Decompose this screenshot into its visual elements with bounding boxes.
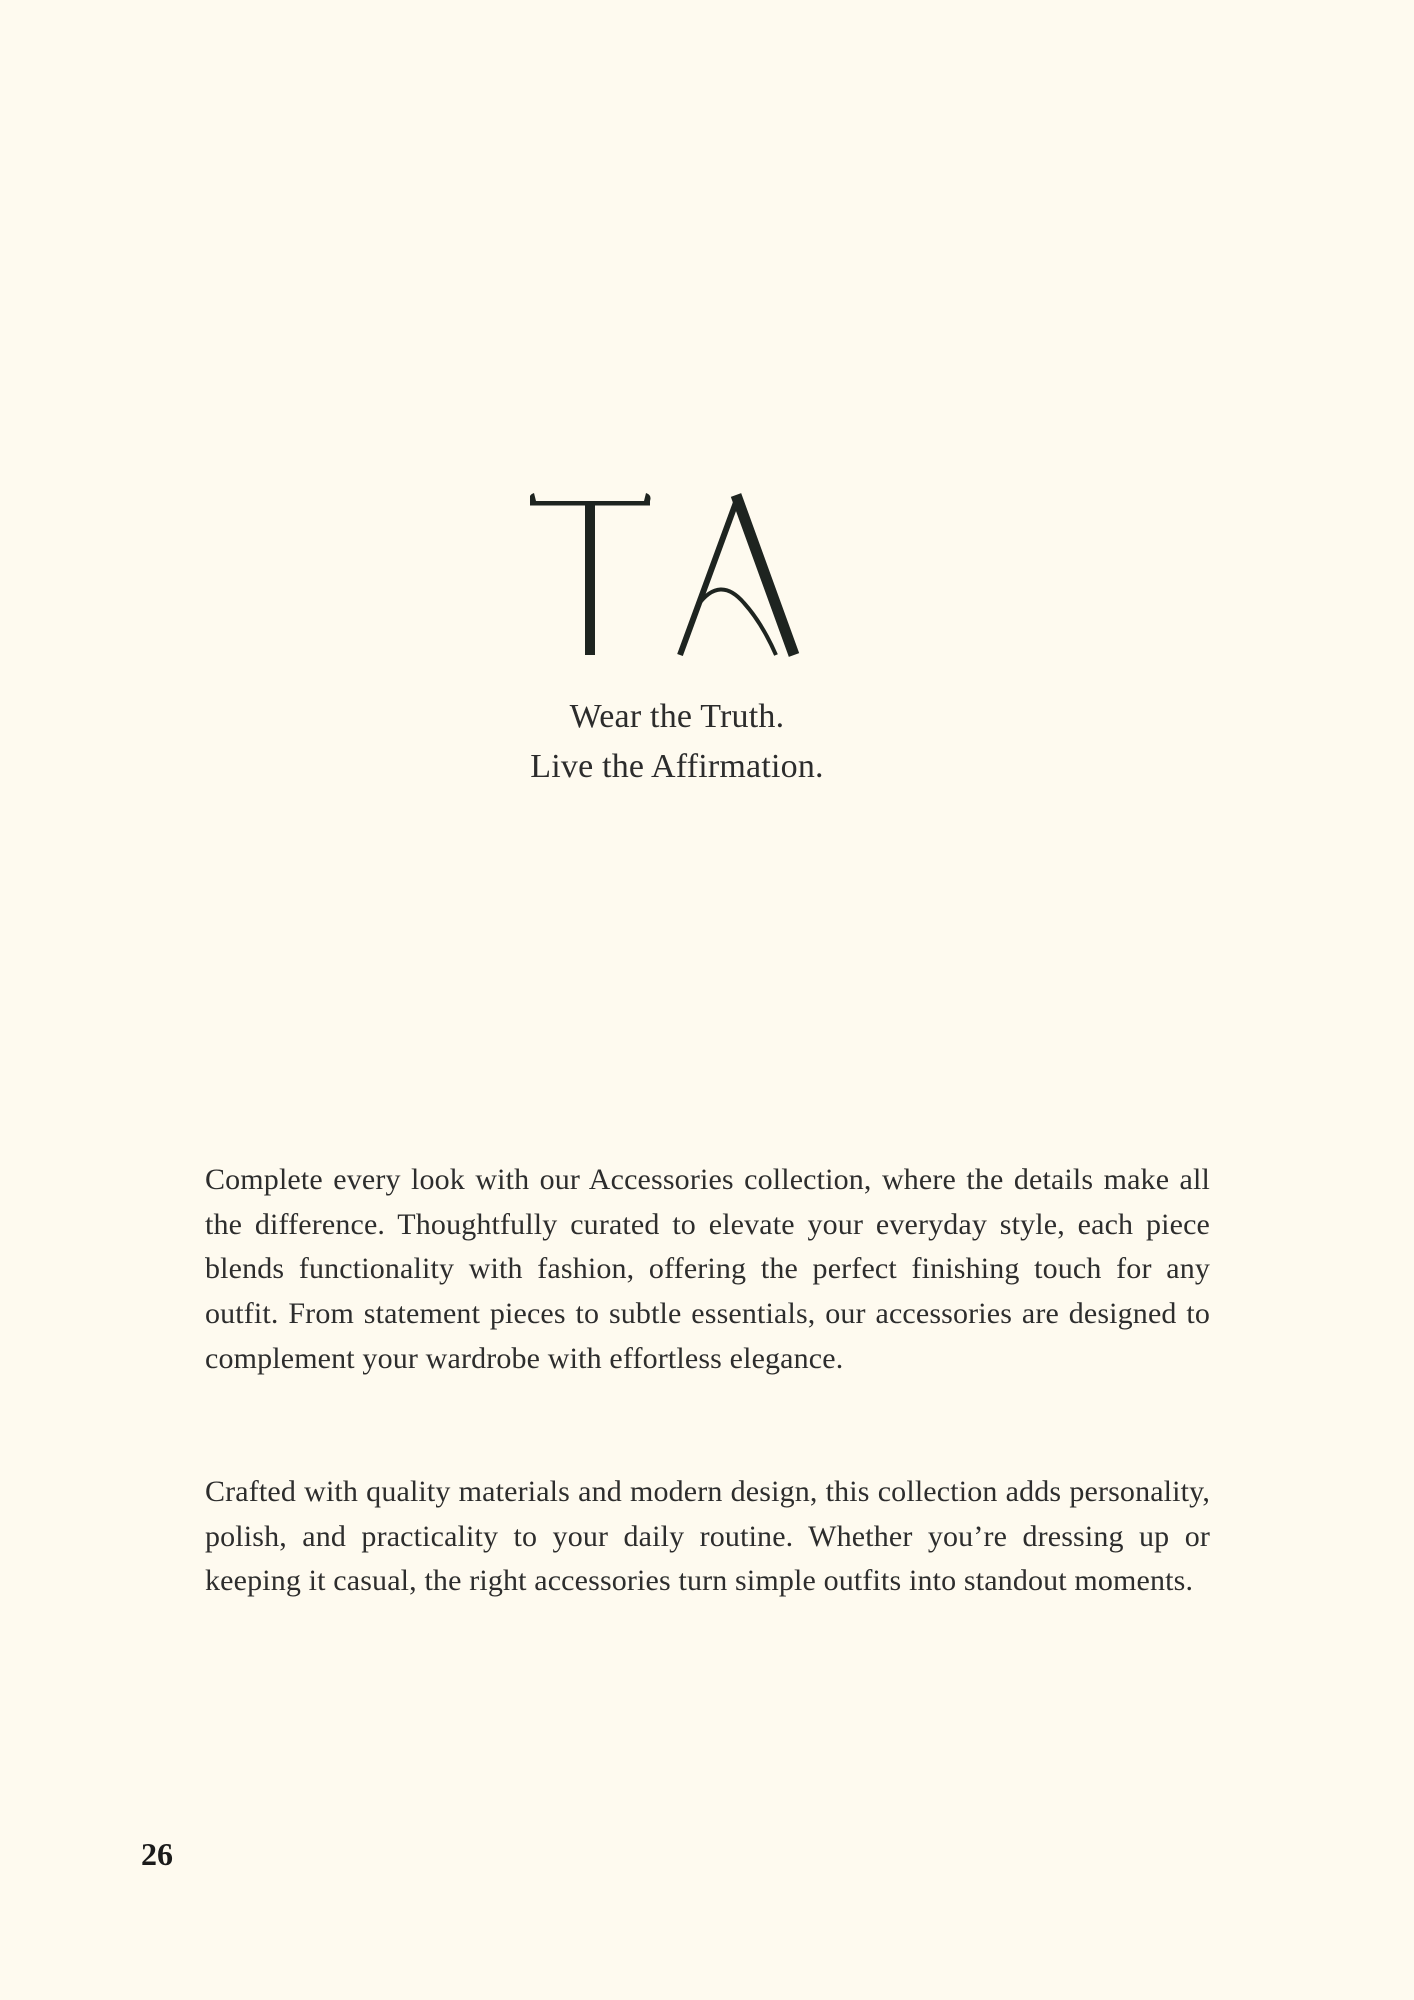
body-paragraph-1: Complete every look with our Accessories collection, where the details make all the difference. Thoughtfully curated to elevate your everyday style, each piece blends functionality with fashion, offering the perfect finishing touch for any outfit. From statement pieces to subtle essentials, our accessories are designed to complement your wardrobe with effortless elegance. — [205, 1163, 1210, 1375]
page-number: 26 — [141, 1836, 173, 1872]
body-paragraph-2: Crafted with quality materials and modern design, this collection adds personality, polish, and practicality to your daily routine. Whether you’re dressing up or keeping it casual, the right accessories turn simple outfits into standout moments. — [205, 1475, 1210, 1598]
ta-monogram-icon — [530, 485, 820, 660]
tagline-line-1: Wear the Truth. — [569, 698, 785, 735]
tagline-line-2: Live the Affirmation. — [530, 748, 824, 785]
brand-logo — [0, 485, 1350, 660]
